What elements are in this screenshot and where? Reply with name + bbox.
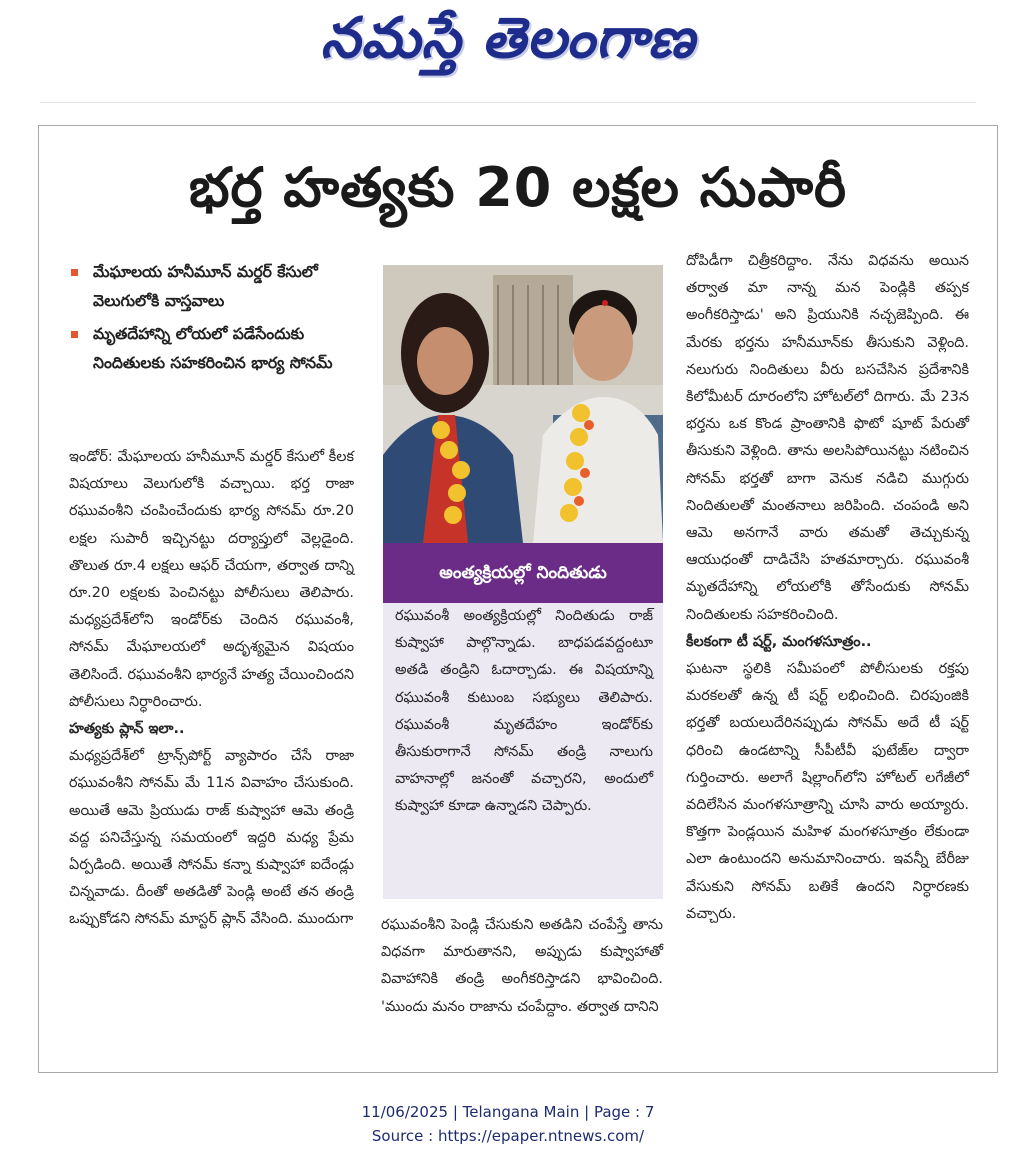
body-paragraph: దోపిడీగా చిత్రీకరిద్దాం. నేను విధవను అయిన తర్వాత మా నాన్న మన పెండ్లికి తప్పక అంగీకరిస్తాడు' అని ప్రియునికి నచ్చజెప్పింది. ఈ మేరకు భర్తను హనీమూన్‌కు తీసుకుని వెళ్లింది. నలుగురు నిందితులు వీరు బసచేసిన ప్రదేశానికి కిలోమీటర్ దూరంలోని హోటల్‌లో దిగారు. మే 23న భర్తను ఒక కొండ ప్రాంతానికి ఫొటో షూట్ పేరుతో తీసుకుని వెళ్లింది. తాను అలసిపోయినట్టు నటించిన సోనమ్ భర్తతో బాగా వెనుక నడిచి ముగ్గురు నిందితులతో మంతనాలు జరిపింది. చంపండి అని ఆమె అనగానే వారు తమతో తెచ్చుకున్న ఆయుధంతో దాడిచేసి హతమార్చారు. రఘువంశీ మృతదేహాన్ని లోయలోకి తోసేందుకు సోనమ్ నిందితులకు సహకరించింది.: [686, 253, 969, 623]
footer-date-page: 11/06/2025 | Telangana Main | Page : 7: [361, 1103, 655, 1121]
couple-photo-illustration: [383, 265, 663, 543]
sidebar-box: [383, 603, 663, 899]
bullet-icon: [71, 331, 78, 338]
page-footer: [0, 1100, 1016, 1148]
section-subhead: హత్యకు ప్లాన్ ఇలా..: [69, 721, 185, 738]
highlight-text: మేఘాలయ హనీమూన్ మర్డర్ కేసులో వెలుగులోకి వాస్తవాలు: [93, 263, 318, 310]
highlight-item: [69, 320, 359, 378]
body-paragraph: రఘువంశీ అంత్యక్రియల్లో నిందితుడు రాజ్ కుష్వాహా పాల్గొన్నాడు. బాధపడవద్దంటూ అతడి తండ్రిని ఓదార్చాడు. ఈ విషయాన్ని రఘువంశీ కుటుంబ సభ్యులు తెలిపారు. రఘువంశీ మృతదేహం ఇండోర్‌కు తీసుకురాగానే సోనమ్ తండ్రి నాలుగు వాహనాల్లో జనంతో వచ్చారని, అందులో కుష్వాహా కూడా ఉన్నాడని చెప్పారు.: [395, 608, 653, 815]
article-headline: భర్త హత్యకు 20 లక్షల సుపారీ: [188, 156, 848, 219]
photo-caption: అంత్యక్రియల్లో నిందితుడు: [383, 543, 663, 603]
couple-photo: [383, 265, 663, 543]
article-clipping: [38, 125, 998, 1073]
body-paragraph: ఘటనా స్థలికి సమీపంలో పోలీసులకు రక్తపు మరకలతో ఉన్న టీ షర్ట్ లభించింది. చిరపుంజికి భర్తతో బయలుదేరినప్పుడు సోనమ్ అదే టీ షర్ట్ ధరించి ఉండటాన్ని సీపీటీవీ ఫుటేజ్‌ల ద్వారా గుర్తించారు. అలాగే షిల్లాంగ్‌లోని హోటల్ లగేజీలో వదిలేసిన మంగళసూత్రాన్ని చూసి వారు అయ్యారు. కొత్తగా పెండ్లయిన మహిళ మంగళసూత్రం లేకుండా ఎలా ఉంటుందని అనుమానించారు. ఇవన్నీ బేరీజు వేసుకుని సోనమ్ బతికే ఉందని నిర్ధారణకు వచ్చారు.: [686, 661, 969, 922]
highlight-item: [69, 258, 359, 316]
body-paragraph: మధ్యప్రదేశ్‌లో ట్రాన్స్‌పోర్ట్ వ్యాపారం చేసే రాజా రఘువంశీని సోనమ్ మే 11న వివాహం చేసుకుంది. అయితే ఆమె ప్రియుడు రాజ్ కుష్వాహా ఆమె తండ్రి వద్ద పనిచేస్తున్న సమయంలో ఇద్దరి మధ్య ప్రేమ ఏర్పడింది. అయితే సోనమ్ కన్నా కుష్వాహా ఐదేండ్లు చిన్నవాడు. దీంతో అతడితో పెండ్లి అంటే తన తండ్రి ఒప్పుకోడని సోనమ్ మాస్టర్ ప్లాన్ వేసింది. ముందుగా: [69, 748, 354, 928]
footer-source: Source : https://epaper.ntnews.com/: [371, 1127, 645, 1145]
article-highlights: [69, 258, 359, 382]
masthead-divider: [40, 102, 976, 103]
newspaper-logo: నమస్తే తెలంగాణ: [320, 6, 696, 71]
body-paragraph: రఘువంశీని పెండ్లి చేసుకుని అతడిని చంపేస్తే తాను విధవగా మారుతానని, అప్పుడు కుష్వాహాతో వివాహానికి తండ్రి అంగీకరిస్తాడని భావించింది. 'ముందు మనం రాజాను చంపేద్దాం. తర్వాత దానిని: [381, 917, 663, 1015]
section-subhead: కీలకంగా టీ షర్ట్, మంగళసూత్రం..: [686, 633, 872, 650]
sidebar-box-text: [383, 603, 663, 821]
body-paragraph: ఇండోర్: మేఘాలయ హనీమూన్ మర్డర్ కేసులో కీలక విషయాలు వెలుగులోకి వచ్చాయి. భర్త రాజా రఘువంశీని చంపించేందుకు భార్య సోనమ్ రూ.20 లక్షల సుపారీ ఇచ్చినట్టు దర్యాప్తులో వెల్లడైంది. తొలుత రూ.4 లక్షలు ఆఫర్ చేయగా, తర్వాత దాన్ని రూ.20 లక్షలకు పెంచినట్టు పోలీసులు తెలిపారు. మధ్యప్రదేశ్‌లోని ఇండోర్‌కు చెందిన రఘువంశీ, సోనమ్ మేఘాలయలో అదృశ్యమైన విషయం తెలిసిందే. రఘువంశీని భార్యనే హత్య చేయించిందని పోలీసులు నిర్ధారించారు.: [69, 449, 355, 710]
article-column-3: [686, 248, 969, 928]
masthead: [0, 0, 1016, 100]
bullet-icon: [71, 269, 78, 276]
highlight-text: మృతదేహాన్ని లోయలో పడేసేందుకు నిందితులకు సహకరించిన భార్య సోనమ్: [93, 325, 333, 372]
article-column-2: [381, 912, 663, 1021]
article-column-1: [69, 444, 354, 934]
